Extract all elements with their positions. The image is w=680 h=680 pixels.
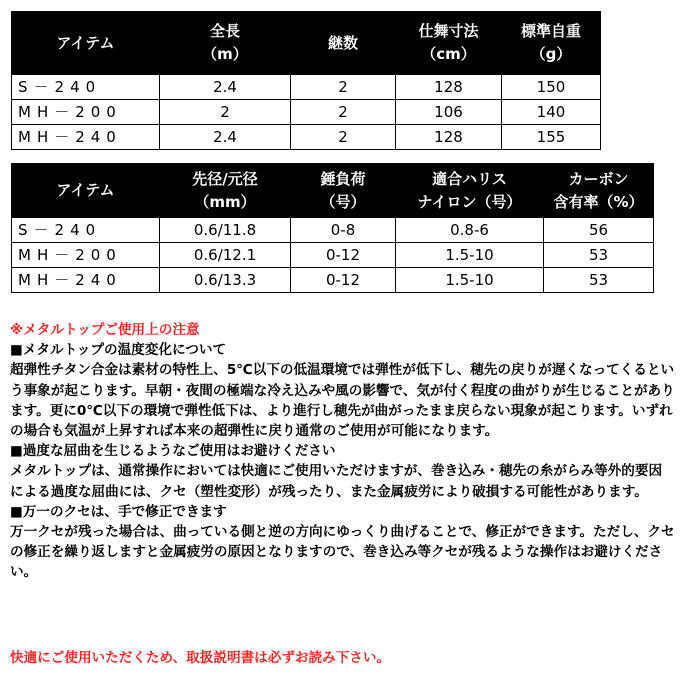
section-body-temperature: 超弾性チタン合金は素材の特性上、5℃以下の低温環境では弾性が低下し、穂先の戻りが遅くなってくるという事象が起こります。早朝・夜間の極端な冷え込みや風の影響で、気が付く程度の曲がりが生じることがあります。更に0℃以下の環境で弾性低下は、より進行し穂先が曲がったまま戻らない現象が起こります。いずれの場合も気温が上昇すれば本来の超弾性に戻り通常のご使用が可能になります。 bbox=[10, 362, 675, 440]
section-title-bending: ■過度な屈曲を生じるようなご使用はお避けください bbox=[10, 443, 336, 460]
header-label: 先径/元径 bbox=[192, 169, 258, 188]
header-label: 錘負荷 bbox=[320, 169, 366, 188]
header-label: 適合ハリス bbox=[432, 169, 507, 188]
header-unit: （m） bbox=[202, 45, 248, 63]
cell-item: MH－200 bbox=[12, 100, 160, 125]
header-label: 仕舞寸法 bbox=[418, 22, 479, 40]
cell-weight: 155 bbox=[502, 125, 601, 150]
cell-item: MH－200 bbox=[12, 243, 160, 268]
cell-length: 2 bbox=[160, 100, 291, 125]
header-label: アイテム bbox=[56, 33, 115, 52]
table-row bbox=[12, 218, 654, 243]
cell-item: MH－240 bbox=[12, 268, 160, 293]
header-label: 継数 bbox=[327, 33, 358, 52]
cell-sections: 2 bbox=[291, 125, 396, 150]
section-body-repair: 万一クセが残った場合は、曲っている側と逆の方向にゆっくり曲げることで、修正ができます。ただし、クセの修正を繰り返しますと金属疲労の原因となりますので、巻き込み等クセが残るような操作はお避けください。 bbox=[10, 524, 675, 581]
section-title-repair: ■万一のクセは、手で修正できます bbox=[10, 503, 227, 520]
footer-warning: 快適にご使用いただくため、取扱説明書は必ずお読み下さい。 bbox=[10, 650, 391, 666]
header-cell-item bbox=[12, 164, 160, 218]
cell-length: 2.4 bbox=[160, 75, 291, 100]
table-row bbox=[12, 75, 601, 100]
cell-tip-butt: 0.6/11.8 bbox=[160, 218, 291, 243]
section-body-bending: メタルトップは、通常操作においては快適にご使用いただけますが、巻き込み・穂先の糸がらみ等外的要因による過度な屈曲には、クセ（塑性変形）が残ったり、また金属疲労により破損する可能性があります。 bbox=[10, 463, 663, 500]
cell-tip-butt: 0.6/13.3 bbox=[160, 268, 291, 293]
table-header-row bbox=[12, 12, 601, 75]
header-unit: （g） bbox=[530, 45, 572, 63]
cell-leader-line: 0.8-6 bbox=[396, 218, 544, 243]
section-title-temperature: ■メタルトップの温度変化について bbox=[10, 342, 227, 359]
header-cell-weight bbox=[502, 12, 601, 75]
header-label: カーボン bbox=[568, 169, 629, 188]
header-unit: ナイロン（号） bbox=[417, 192, 522, 211]
notes-heading: ※メタルトップご使用上の注意 bbox=[10, 322, 200, 338]
header-cell-item bbox=[12, 12, 160, 75]
cell-leader-line: 1.5-10 bbox=[396, 243, 544, 268]
cell-carbon: 53 bbox=[544, 243, 654, 268]
table-row bbox=[12, 125, 601, 150]
cell-item: MH－240 bbox=[12, 125, 160, 150]
table-row bbox=[12, 268, 654, 293]
header-cell-closed-length bbox=[396, 12, 502, 75]
cell-weight: 150 bbox=[502, 75, 601, 100]
header-unit: （cm） bbox=[421, 45, 476, 63]
spec-table-materials bbox=[11, 163, 654, 293]
header-label: 全長 bbox=[209, 22, 240, 40]
header-cell-length bbox=[160, 12, 291, 75]
cell-carbon: 56 bbox=[544, 218, 654, 243]
cell-closed-length: 106 bbox=[396, 100, 502, 125]
cell-weight: 140 bbox=[502, 100, 601, 125]
cell-closed-length: 128 bbox=[396, 75, 502, 100]
usage-notes bbox=[10, 320, 675, 583]
table-row bbox=[12, 100, 601, 125]
cell-length: 2.4 bbox=[160, 125, 291, 150]
header-label: アイテム bbox=[56, 181, 115, 199]
cell-sinker-load: 0-8 bbox=[291, 218, 396, 243]
cell-leader-line: 1.5-10 bbox=[396, 268, 544, 293]
header-cell-sections bbox=[291, 12, 396, 75]
header-cell-carbon bbox=[544, 164, 654, 218]
header-unit: 含有率（%） bbox=[553, 192, 644, 211]
spec-table-dimensions bbox=[11, 11, 601, 150]
cell-sections: 2 bbox=[291, 100, 396, 125]
header-label: 標準自重 bbox=[520, 22, 581, 40]
header-unit: （号） bbox=[320, 192, 366, 211]
header-cell-sinker-load bbox=[291, 164, 396, 218]
header-unit: （mm） bbox=[194, 192, 256, 211]
header-cell-leader-line bbox=[396, 164, 544, 218]
cell-carbon: 53 bbox=[544, 268, 654, 293]
cell-item: S－240 bbox=[12, 218, 160, 243]
cell-tip-butt: 0.6/12.1 bbox=[160, 243, 291, 268]
cell-sinker-load: 0-12 bbox=[291, 268, 396, 293]
cell-closed-length: 128 bbox=[396, 125, 502, 150]
cell-item: S－240 bbox=[12, 75, 160, 100]
cell-sinker-load: 0-12 bbox=[291, 243, 396, 268]
table-header-row bbox=[12, 164, 654, 218]
cell-sections: 2 bbox=[291, 75, 396, 100]
table-row bbox=[12, 243, 654, 268]
header-cell-tip-butt bbox=[160, 164, 291, 218]
